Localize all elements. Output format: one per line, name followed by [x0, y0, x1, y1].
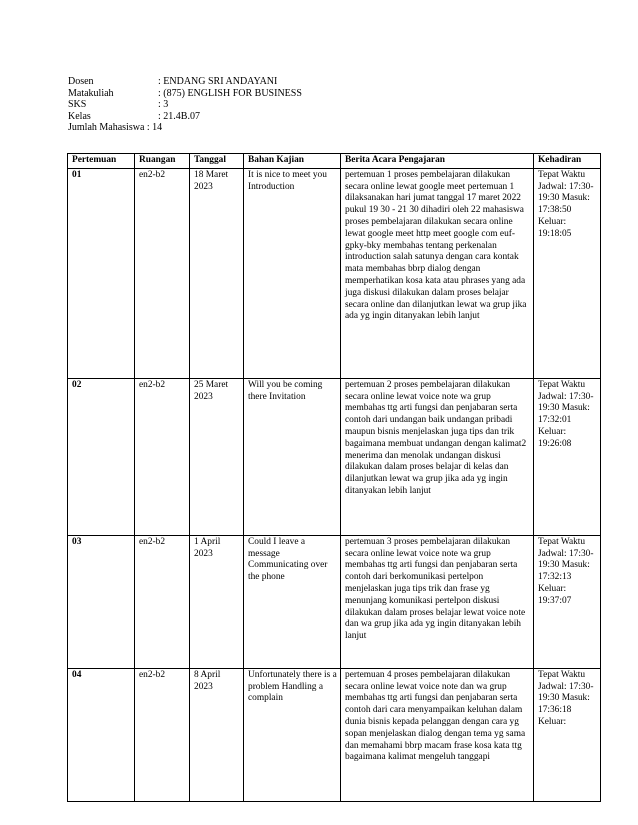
cell-kehadiran: Tepat Waktu Jadwal: 17:30-19:30 Masuk: 17:36:18 Keluar:	[534, 668, 601, 801]
sks-row	[68, 99, 302, 111]
table-row	[68, 168, 601, 378]
kelas-row	[68, 111, 302, 123]
jumlah-row	[68, 122, 302, 134]
col-header-pertemuan: Pertemuan	[68, 154, 135, 169]
cell-tanggal: 1 April 2023	[190, 535, 244, 668]
sks-value: : 3	[158, 99, 169, 111]
matakuliah-row	[68, 88, 302, 100]
col-header-ruangan: Ruangan	[135, 154, 190, 169]
matakuliah-value: : (875) ENGLISH FOR BUSINESS	[158, 87, 302, 99]
cell-pertemuan: 02	[68, 378, 135, 535]
cell-tanggal: 25 Maret 2023	[190, 378, 244, 535]
cell-berita-acara: pertemuan 1 proses pembelajaran dilakukan secara online lewat google meet pertemuan 1 dilaksanakan hari jumat tanggal 17 maret 2022 pukul 19 30 - 21 30 dihadiri oleh 22 mahasiswa proses pembelajaran dilakukan secara online lewat google meet http meet google com euf-gpky-bky membahas tentang perkenalan introduction salah satunya dengan cara kontak mata membahas bbrp dialog dengan memperhatikan kosa kata atau phrases yang ada juga diskusi dilakukan dalam proses belajar secara online dan dilanjutkan lewat wa grup jika ada yg ingin ditanyakan lebih lanjut	[341, 168, 534, 378]
cell-kehadiran: Tepat Waktu Jadwal: 17:30-19:30 Masuk: 17:32:01 Keluar: 19:26:08	[534, 378, 601, 535]
cell-kehadiran: Tepat Waktu Jadwal: 17:30-19:30 Masuk: 17:32:13 Keluar: 19:37:07	[534, 535, 601, 668]
col-header-bahan-kajian: Bahan Kajian	[244, 154, 341, 169]
table-row	[68, 535, 601, 668]
cell-kehadiran: Tepat Waktu Jadwal: 17:30-19:30 Masuk: 17:38:50 Keluar: 19:18:05	[534, 168, 601, 378]
cell-tanggal: 8 April 2023	[190, 668, 244, 801]
cell-pertemuan: 01	[68, 168, 135, 378]
col-header-kehadiran: Kehadiran	[534, 154, 601, 169]
matakuliah-label: Matakuliah	[68, 87, 114, 99]
cell-tanggal: 18 Maret 2023	[190, 168, 244, 378]
table-row	[68, 378, 601, 535]
sks-label: SKS	[68, 99, 87, 111]
jumlah-mahasiswa: Jumlah Mahasiswa : 14	[68, 122, 163, 134]
cell-ruangan: en2-b2	[135, 535, 190, 668]
dosen-label: Dosen	[68, 76, 94, 87]
col-header-tanggal: Tanggal	[190, 154, 244, 169]
cell-berita-acara: pertemuan 3 proses pembelajaran dilakukan secara online lewat voice note wa grup membahas ttg arti fungsi dan penjabaran serta contoh dari berkomunikasi pertelpon menjelaskan juga tips trik dan frase yg menunjang komunikasi pertelpon diskusi dilakukan dalam proses belajar lewat voice note dan wa grup jika ada yg ingin ditanyakan lebih lanjut	[341, 535, 534, 668]
col-header-berita-acara: Berita Acara Pengajaran	[341, 154, 534, 169]
cell-bahan-kajian: Will you be coming there Invitation	[244, 378, 341, 535]
attendance-table	[67, 153, 601, 802]
dosen-value: : ENDANG SRI ANDAYANI	[158, 76, 278, 87]
dosen-row	[68, 76, 302, 88]
cell-bahan-kajian: Could I leave a message Communicating over the phone	[244, 535, 341, 668]
table-header-row	[68, 154, 601, 169]
course-info	[68, 76, 302, 134]
cell-bahan-kajian: Unfortunately there is a problem Handling a complain	[244, 668, 341, 801]
kelas-value: : 21.4B.07	[158, 110, 200, 122]
cell-ruangan: en2-b2	[135, 378, 190, 535]
kelas-label: Kelas	[68, 110, 91, 122]
cell-ruangan: en2-b2	[135, 668, 190, 801]
cell-berita-acara: pertemuan 4 proses pembelajaran dilakukan secara online lewat voice note dan wa grup membahas ttg arti fungsi dan penjabaran serta contoh dari cara menyampaikan keluhan dalam dunia bisnis kepada pelanggan dengan cara yg sopan menjelaskan dialog dengan tema yg sama dan memahami bbrp macam frase kosa kata ttg bagaimana kalimat mengeluh tanggapi	[341, 668, 534, 801]
cell-berita-acara: pertemuan 2 proses pembelajaran dilakukan secara online lewat voice note wa grup membahas ttg arti fungsi dan penjabaran serta contoh dari undangan baik undangan pribadi maupun bisnis menjelaskan juga tips dan trik bagaimana membuat undangan dengan kalimat2 menerima dan menolak undangan diskusi dilakukan dalam proses belajar di kelas dan dilanjutkan lewat wa grup jika ada yg ingin ditanyakan lebih lanjut	[341, 378, 534, 535]
cell-bahan-kajian: It is nice to meet you Introduction	[244, 168, 341, 378]
table-row	[68, 668, 601, 801]
cell-ruangan: en2-b2	[135, 168, 190, 378]
cell-pertemuan: 03	[68, 535, 135, 668]
cell-pertemuan: 04	[68, 668, 135, 801]
